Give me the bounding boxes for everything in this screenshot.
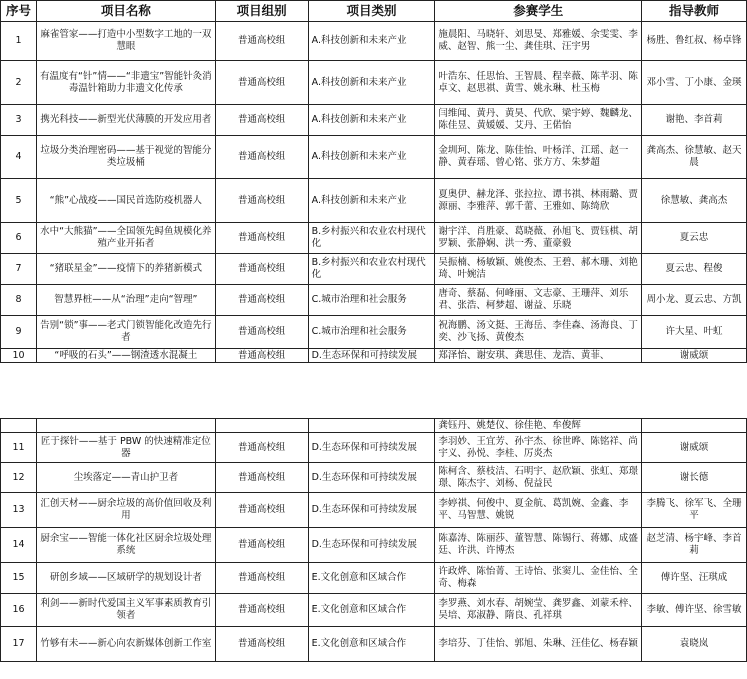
students-cell: 龚钰丹、姚楚仪、徐佳艳、牟俊辉	[435, 419, 642, 433]
teachers-cell: 李腾飞、徐军飞、全珊平	[642, 493, 747, 528]
index-cell: 4	[1, 136, 37, 179]
index-cell: 12	[1, 463, 37, 493]
index-cell: 13	[1, 493, 37, 528]
project-category-cell: B.乡村振兴和农业农村现代化	[308, 254, 435, 285]
table-row	[1, 223, 747, 254]
project-category-cell: D.生态环保和可持续发展	[308, 493, 435, 528]
table-row	[1, 528, 747, 563]
students-cell: 李羽妙、王宜芳、孙宇杰、徐世晔、陈铭祥、尚宇义、孙悦、李桂、厉炎杰	[435, 433, 642, 463]
index-cell: 8	[1, 285, 37, 316]
project-name-cell: 告别“锁”事——老式门锁智能化改造先行者	[36, 316, 215, 349]
index-cell: 11	[1, 433, 37, 463]
project-group-cell: 普通高校组	[215, 594, 308, 627]
table-row	[1, 627, 747, 662]
project-category-cell: A.科技创新和未来产业	[308, 61, 435, 105]
header-students: 参赛学生	[435, 1, 642, 22]
table-row	[1, 22, 747, 61]
table-row	[1, 105, 747, 136]
teachers-cell: 夏云忠	[642, 223, 747, 254]
table-row	[1, 594, 747, 627]
project-group-cell: 普通高校组	[215, 316, 308, 349]
project-group-cell: 普通高校组	[215, 136, 308, 179]
project-group-cell	[215, 419, 308, 433]
index-cell: 15	[1, 563, 37, 594]
project-name-cell: 尘埃落定——青山护卫者	[36, 463, 215, 493]
project-category-cell: C.城市治理和社会服务	[308, 285, 435, 316]
teachers-cell: 谢长德	[642, 463, 747, 493]
project-category-cell: E.文化创意和区域合作	[308, 563, 435, 594]
teachers-cell: 徐慧敏、龚高杰	[642, 179, 747, 223]
project-group-cell: 普通高校组	[215, 463, 308, 493]
students-cell: 祝海鹏、汤文挺、王海岳、李佳森、汤海良、丁奕、沙飞扬、黄俊杰	[435, 316, 642, 349]
students-cell: 施晨阳、马晓轩、刘思旻、郑雅媛、余雯雯、李威、赵智、熊一尘、龚佳琪、汪宇男	[435, 22, 642, 61]
teachers-cell: 许大星、叶虹	[642, 316, 747, 349]
header-teachers: 指导教师	[642, 1, 747, 22]
students-cell: 吴振楠、杨敏颖、姚俊杰、王碧、郝木珊、刘艳琦、叶婉洁	[435, 254, 642, 285]
teachers-cell: 傅许坚、汪琪成	[642, 563, 747, 594]
project-category-cell: A.科技创新和未来产业	[308, 105, 435, 136]
teachers-cell: 谢威颂	[642, 433, 747, 463]
teachers-cell: 赵芝清、杨宇峰、李首莉	[642, 528, 747, 563]
project-category-cell: A.科技创新和未来产业	[308, 22, 435, 61]
index-cell: 7	[1, 254, 37, 285]
project-category-cell: D.生态环保和可持续发展	[308, 463, 435, 493]
table-row	[1, 563, 747, 594]
teachers-cell: 谢威颂	[642, 349, 747, 363]
table-row	[1, 285, 747, 316]
students-cell: 许政烨、陈怡菁、王诗怡、张窦儿、金佳怡、全奇、梅森	[435, 563, 642, 594]
project-group-cell: 普通高校组	[215, 349, 308, 363]
project-name-cell: 竹够有未——新心向农新媒体创新工作室	[36, 627, 215, 662]
table-row	[1, 463, 747, 493]
project-name-cell: “呼吸的石头”——钢渣透水混凝土	[36, 349, 215, 363]
students-cell: 谢宇洋、肖胜豪、葛晓薇、孙旭飞、贾钰棋、胡罗颖、张静娴、洪一秀、董豪毅	[435, 223, 642, 254]
project-group-cell: 普通高校组	[215, 22, 308, 61]
project-category-cell: E.文化创意和区域合作	[308, 594, 435, 627]
students-cell: 夏奥伊、赫龙泽、张拉拉、谭书祺、林雨璐、贾源丽、李雅萍、郭千蕾、王雅如、陈绮欣	[435, 179, 642, 223]
table-row	[1, 316, 747, 349]
project-group-cell: 普通高校组	[215, 528, 308, 563]
table-row	[1, 61, 747, 105]
students-cell: 金圳珂、陈龙、陈佳怡、叶杨洋、江瑶、赵一静、黄春瑶、曾心铭、张方方、朱梦超	[435, 136, 642, 179]
project-name-cell: 研创乡域——区域研学的规划设计者	[36, 563, 215, 594]
project-name-cell: 水中“大熊猫”——全国领先鲟鱼规模化养殖产业开拓者	[36, 223, 215, 254]
project-group-cell: 普通高校组	[215, 493, 308, 528]
header-index: 序号	[1, 1, 37, 22]
header-row	[1, 1, 747, 22]
awards-table-bottom	[0, 418, 747, 662]
table-row	[1, 419, 747, 433]
project-name-cell: 汇创天材——厨余垃圾的高价值回收及利用	[36, 493, 215, 528]
teachers-cell: 杨胜、鲁红叔、杨卓锋	[642, 22, 747, 61]
project-category-cell: A.科技创新和未来产业	[308, 179, 435, 223]
project-name-cell: 携光科技——新型光伏薄膜的开发应用者	[36, 105, 215, 136]
project-group-cell: 普通高校组	[215, 223, 308, 254]
project-category-cell: D.生态环保和可持续发展	[308, 528, 435, 563]
project-category-cell	[308, 419, 435, 433]
project-category-cell: C.城市治理和社会服务	[308, 316, 435, 349]
project-name-cell: 利剑——新时代爱国主义军事素质教育引领者	[36, 594, 215, 627]
index-cell: 6	[1, 223, 37, 254]
project-name-cell: “猪联星金”——疫情下的养猪新模式	[36, 254, 215, 285]
students-cell: 闫维闻、黄丹、黄昊、代欣、梁宇婷、魏麟龙、陈佳昱、黄媛媛、艾丹、王偌怡	[435, 105, 642, 136]
table-row	[1, 136, 747, 179]
index-cell: 5	[1, 179, 37, 223]
students-cell: 李婷祺、何俊中、夏金航、葛凯婉、金鑫、李平、马智慧、姚锐	[435, 493, 642, 528]
teachers-cell: 袁晓岚	[642, 627, 747, 662]
index-cell: 17	[1, 627, 37, 662]
table-row	[1, 254, 747, 285]
header-project-name: 项目名称	[36, 1, 215, 22]
project-name-cell: 厨余宝——智能一体化社区厨余垃圾处理系统	[36, 528, 215, 563]
index-cell	[1, 419, 37, 433]
project-group-cell: 普通高校组	[215, 105, 308, 136]
teachers-cell: 李敏、傅许坚、徐雪敏	[642, 594, 747, 627]
table-row	[1, 493, 747, 528]
project-group-cell: 普通高校组	[215, 433, 308, 463]
project-group-cell: 普通高校组	[215, 179, 308, 223]
teachers-cell: 夏云忠、程俊	[642, 254, 747, 285]
project-name-cell: 垃圾分类治理密码——基于视觉的智能分类垃圾桶	[36, 136, 215, 179]
students-cell: 唐奇、蔡磊、何峰丽、文志豪、王珊萍、刘乐君、张浩、柯梦超、谢益、乐晓	[435, 285, 642, 316]
index-cell: 9	[1, 316, 37, 349]
students-cell: 李罗燕、刘水春、胡婉莹、龚罗鑫、刘蒙禾梓、吴培、郑淑静、隋良、孔祥琪	[435, 594, 642, 627]
students-cell: 陈嘉涛、陈丽莎、董智慧、陈锡行、蒋娜、成盛廷、许洪、许博杰	[435, 528, 642, 563]
project-group-cell: 普通高校组	[215, 61, 308, 105]
project-category-cell: E.文化创意和区域合作	[308, 627, 435, 662]
project-category-cell: B.乡村振兴和农业农村现代化	[308, 223, 435, 254]
index-cell: 1	[1, 22, 37, 61]
page-break	[0, 410, 747, 418]
index-cell: 10	[1, 349, 37, 363]
project-category-cell: D.生态环保和可持续发展	[308, 349, 435, 363]
project-category-cell: D.生态环保和可持续发展	[308, 433, 435, 463]
project-group-cell: 普通高校组	[215, 627, 308, 662]
teachers-cell: 周小龙、夏云忠、方凯	[642, 285, 747, 316]
project-group-cell: 普通高校组	[215, 563, 308, 594]
teachers-cell: 邓小雪、丁小康、金瑛	[642, 61, 747, 105]
teachers-cell: 谢艳、李首莉	[642, 105, 747, 136]
table-row	[1, 433, 747, 463]
project-name-cell: 智慧界桩——从“治理”走向“智理”	[36, 285, 215, 316]
project-category-cell: A.科技创新和未来产业	[308, 136, 435, 179]
index-cell: 14	[1, 528, 37, 563]
project-name-cell: 麻雀管家——打造中小型数字工地的一双慧眼	[36, 22, 215, 61]
students-cell: 陈柯含、蔡枝洁、石明宇、赵欣颖、张虹、郑璟璟、陈杰宇、刘杨、倪益民	[435, 463, 642, 493]
students-cell: 李培芬、丁佳怡、郭旭、朱琳、汪佳亿、杨春颖	[435, 627, 642, 662]
project-group-cell: 普通高校组	[215, 254, 308, 285]
project-name-cell: “熊”心战疫——国民首选防疫机器人	[36, 179, 215, 223]
students-cell: 郑泽怡、谢安琪、龚思佳、龙浩、黄菲、	[435, 349, 642, 363]
header-project-category: 项目类别	[308, 1, 435, 22]
teachers-cell: 龚高杰、徐慧敏、赵天晨	[642, 136, 747, 179]
students-cell: 叶浩东、任思怡、王智晨、程幸薇、陈芊羽、陈卓文、赵思祺、黄雪、姚永琳、杜玉梅	[435, 61, 642, 105]
index-cell: 16	[1, 594, 37, 627]
header-project-group: 项目组别	[215, 1, 308, 22]
index-cell: 2	[1, 61, 37, 105]
project-name-cell: 匠于探针——基于 PBW 的快速精准定位器	[36, 433, 215, 463]
project-group-cell: 普通高校组	[215, 285, 308, 316]
project-name-cell: 有温度有“针”情——“非遗宝”智能针灸消毒温针箱助力非遗文化传承	[36, 61, 215, 105]
table-row	[1, 349, 747, 363]
index-cell: 3	[1, 105, 37, 136]
project-name-cell	[36, 419, 215, 433]
teachers-cell	[642, 419, 747, 433]
table-row	[1, 179, 747, 223]
